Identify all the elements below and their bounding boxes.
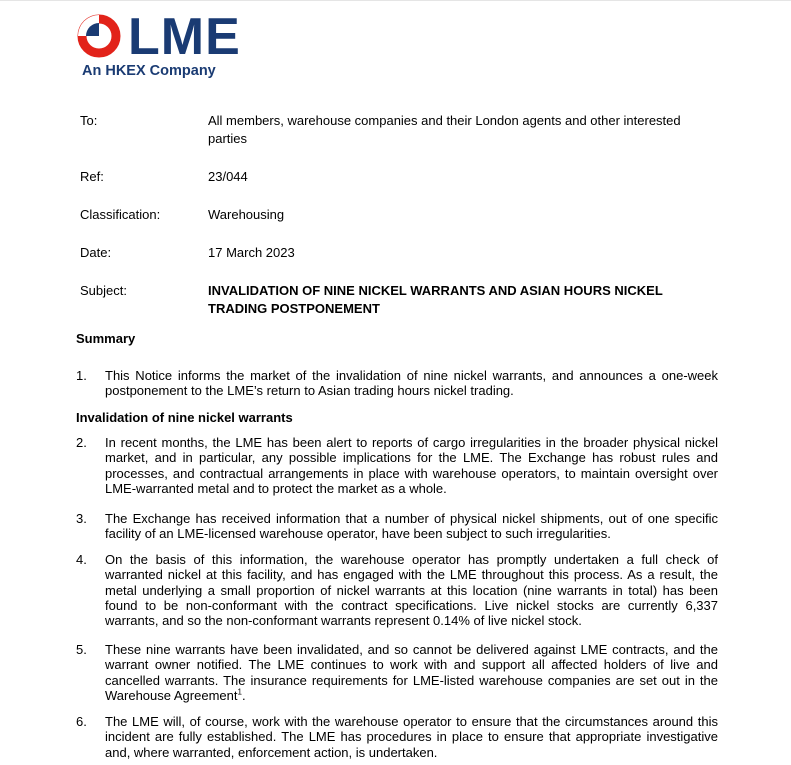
logo-tagline: An HKEX Company [82,63,216,79]
paragraph-number: 5. [76,642,87,657]
paragraph-number: 1. [76,368,87,383]
paragraph-number: 3. [76,511,87,526]
meta-row-classification [80,206,720,224]
section-heading-invalidation: Invalidation of nine nickel warrants [76,410,293,425]
section-heading-summary: Summary [76,331,136,346]
meta-label: To: [80,113,98,128]
paragraph-text: On the basis of this information, the warehouse operator has promptly undertaken a full check of warranted nickel at this facility, and has engaged with the LME throughout this process. As a result, the metal underlying a small proportion of nickel warrants at this location (nine warrants in total) has been found to be non-conformant with the contract specifications. Live nickel stocks are currently 6,337 warrants, and so the non-conformant warrants represent 0.14% of live nickel stock. [105,552,718,629]
meta-row-ref [80,168,720,186]
meta-value: Warehousing [208,207,285,222]
meta-label: Classification: [80,207,161,222]
paragraph-text: In recent months, the LME has been alert to reports of cargo irregularities in the broader physical nickel market, and in particular, any possible implications for the LME. The Exchange has robust rules and processes, and contractual arrangements in place with warehouse operators, to maintain oversight over LME-warranted metal and to protect the market as a whole. [105,435,718,496]
meta-value: 23/044 [208,169,248,184]
meta-label: Subject: [80,283,127,298]
meta-row-to [80,112,720,148]
notice-header [80,112,720,338]
paragraph [76,714,718,760]
paragraph-text: The LME will, of course, work with the warehouse operator to ensure that the circumstances around this incident are fully established. The LME has procedures in place to ensure that appropriate investigative and, where warranted, enforcement action, is undertaken. [105,714,718,760]
meta-label: Date: [80,245,112,260]
top-rule [0,0,791,1]
paragraph-text: The Exchange has received information that a number of physical nickel shipments, out of one specific facility of an LME-licensed warehouse operator, have been subject to such irregularities. [105,511,718,542]
paragraph-text: This Notice informs the market of the invalidation of nine nickel warrants, and announces a one-week postponement to the LME’s return to Asian trading hours nickel trading. [105,368,718,399]
paragraph-number: 2. [76,435,87,450]
meta-value: 17 March 2023 [208,245,295,260]
paragraph-text-body: These nine warrants have been invalidated, and so cannot be delivered against LME contracts, and the warrant owner notified. The LME continues to work with and support all affected holders of live and cancelled warrants. The insurance requirements for LME-listed warehouse companies are set out in the Warehouse Agreement [105,642,718,703]
paragraph [76,368,718,399]
paragraph-text-tail: . [241,687,246,703]
paragraph [76,552,718,628]
paragraph [76,642,718,703]
meta-value: INVALIDATION OF NINE NICKEL WARRANTS AND ASIAN HOURS NICKEL TRADING POSTPONEMENT [208,283,663,316]
paragraph [76,511,718,542]
meta-row-subject [80,282,720,318]
meta-row-date [80,244,720,262]
paragraph-number: 6. [76,714,87,729]
paragraph [76,435,718,496]
meta-value: All members, warehouse companies and their London agents and other interested parties [208,113,681,146]
paragraph-text [105,642,718,703]
paragraph-number: 4. [76,552,87,567]
lme-logo-icon [76,13,122,59]
footnote-marker[interactable]: 1 [237,687,242,697]
meta-label: Ref: [80,169,104,184]
logo-wordmark: LME [128,8,241,66]
